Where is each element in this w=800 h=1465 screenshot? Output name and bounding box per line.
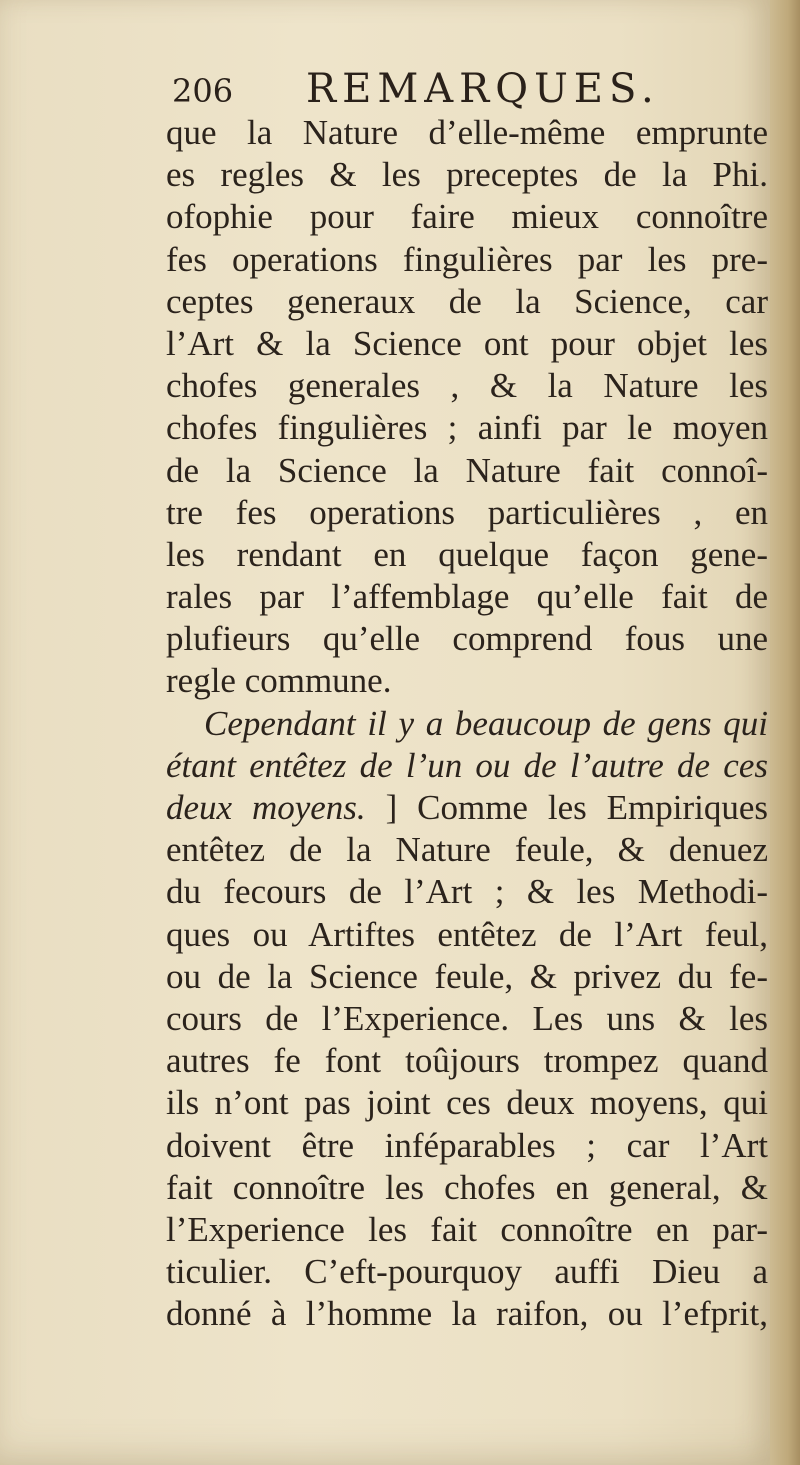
lemma-rest: ] Comme les Empiriques — [385, 788, 768, 827]
text-line: es regles & les preceptes de la Phi. — [166, 155, 768, 195]
lemma-line: étant entêtez de l’un ou de l’autre de ces — [166, 745, 768, 785]
text-line: de la Science la Nature fait connoî- — [166, 450, 768, 490]
page-header — [172, 66, 772, 116]
running-title: REMARQUES. — [306, 66, 660, 112]
text-line: ou de la Science feule, & privez du fe- — [166, 956, 768, 996]
text-line: l’Experience les fait connoître en par- — [166, 1209, 768, 1249]
text-line: cours de l’Experience. Les uns & les — [166, 998, 768, 1038]
text-line: ques ou Artiftes entêtez de l’Art feul, — [166, 914, 768, 954]
text-line: rales par l’affemblage qu’elle fait de — [166, 577, 768, 617]
lemma-line — [166, 787, 768, 829]
text-line: ticulier. C’eft-pourquoy auffi Dieu a — [166, 1252, 768, 1292]
text-line: tre fes operations particulières , en — [166, 492, 768, 532]
text-line: ceptes generaux de la Science, car — [166, 281, 768, 321]
text-line: que la Nature d’elle-même emprunte — [166, 113, 768, 152]
text-line: chofes generales , & la Nature les — [166, 366, 768, 406]
text-line: ofophie pour faire mieux connoître — [166, 197, 768, 237]
text-line: du fecours de l’Art ; & les Methodi- — [166, 872, 768, 912]
text-line: plufieurs qu’elle comprend fous une — [166, 619, 768, 659]
text-line: ils n’ont pas joint ces deux moyens, qui — [166, 1083, 768, 1123]
text-line: fes operations fingulières par les pre- — [166, 239, 768, 279]
text-line: regle commune. — [166, 661, 392, 701]
lemma-italic: deux moyens. — [166, 788, 366, 827]
text-line: entêtez de la Nature feule, & denuez — [166, 830, 768, 870]
text-line: autres fe font toûjours trompez quand — [166, 1041, 768, 1081]
text-line: fait connoître les chofes en general, & — [166, 1167, 768, 1207]
text-line: donné à l’homme la raifon, ou l’efprit, — [166, 1294, 768, 1334]
text-line: chofes fingulières ; ainfi par le moyen — [166, 408, 768, 448]
lemma-line: Cependant il y a beaucoup de gens qui — [204, 703, 768, 743]
text-line: les rendant en quelque façon gene- — [166, 534, 768, 574]
text-line: l’Art & la Science ont pour objet les — [166, 323, 768, 363]
text-line: doivent être inféparables ; car l’Art — [166, 1125, 768, 1165]
page-number: 206 — [172, 72, 234, 110]
body-text — [166, 112, 768, 1335]
page-edge — [770, 0, 800, 1465]
